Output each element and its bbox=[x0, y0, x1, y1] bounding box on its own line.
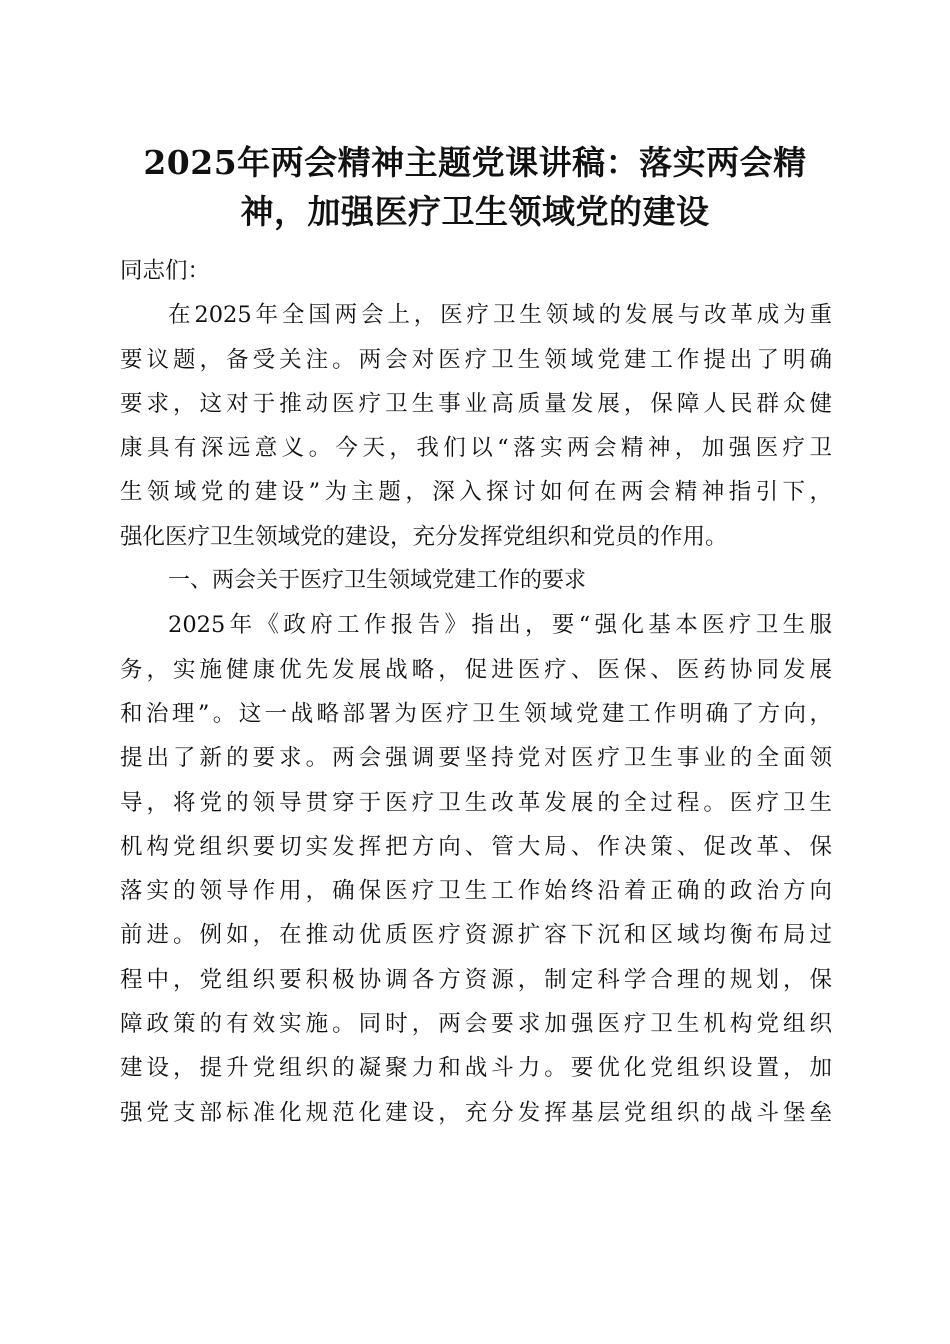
paragraph-line: 和治理”。这一战略部署为医疗卫生领域党建工作明确了方向， bbox=[120, 700, 832, 727]
paragraph-line: 2025年《政府工作报告》指出，要“强化基本医疗卫生服 bbox=[168, 612, 832, 639]
title-line-2: 神，加强医疗卫生领域党的建设 bbox=[240, 192, 710, 231]
paragraph-line: 要求，这对于推动医疗卫生事业高质量发展，保障人民群众健 bbox=[120, 390, 832, 417]
paragraph-line: 落实的领导作用，确保医疗卫生工作始终沿着正确的政治方向 bbox=[120, 878, 832, 905]
paragraph-line: 导，将党的领导贯穿于医疗卫生改革发展的全过程。医疗卫生 bbox=[120, 789, 832, 816]
title-line-1: 2025年两会精神主题党课讲稿：落实两会精 bbox=[143, 143, 807, 182]
paragraph-line: 建设，提升党组织的凝聚力和战斗力。要优化党组织设置，加 bbox=[120, 1055, 832, 1082]
paragraph-line: 生领域党的建设”为主题，深入探讨如何在两会精神指引下， bbox=[120, 479, 832, 506]
paragraph-line: 提出了新的要求。两会强调要坚持党对医疗卫生事业的全面领 bbox=[120, 745, 832, 772]
paragraph-line: 务，实施健康优先发展战略，促进医疗、医保、医药协同发展 bbox=[120, 656, 832, 683]
document-title bbox=[118, 138, 832, 236]
paragraph-line: 强党支部标准化规范化建设，充分发挥基层党组织的战斗堡垒 bbox=[120, 1099, 832, 1126]
salutation: 同志们： bbox=[120, 258, 211, 284]
paragraph-line: 障政策的有效实施。同时，两会要求加强医疗卫生机构党组织 bbox=[120, 1011, 832, 1038]
paragraph-line: 前进。例如，在推动优质医疗资源扩容下沉和区域均衡布局过 bbox=[120, 922, 832, 949]
section-heading: 一、两会关于医疗卫生领域党建工作的要求 bbox=[168, 568, 587, 594]
paragraph-line: 程中，党组织要积极协调各方资源，制定科学合理的规划，保 bbox=[120, 966, 832, 993]
paragraph-line: 康具有深远意义。今天，我们以“落实两会精神，加强医疗卫 bbox=[120, 435, 832, 462]
paragraph-line: 强化医疗卫生领域党的建设，充分发挥党组织和党员的作用。 bbox=[120, 523, 728, 550]
document-body bbox=[120, 249, 832, 1135]
paragraph-line: 机构党组织要切实发挥把方向、管大局、作决策、促改革、保 bbox=[120, 833, 832, 860]
paragraph-line: 在2025年全国两会上，医疗卫生领域的发展与改革成为重 bbox=[168, 302, 832, 329]
paragraph-line: 要议题，备受关注。两会对医疗卫生领域党建工作提出了明确 bbox=[120, 346, 832, 373]
